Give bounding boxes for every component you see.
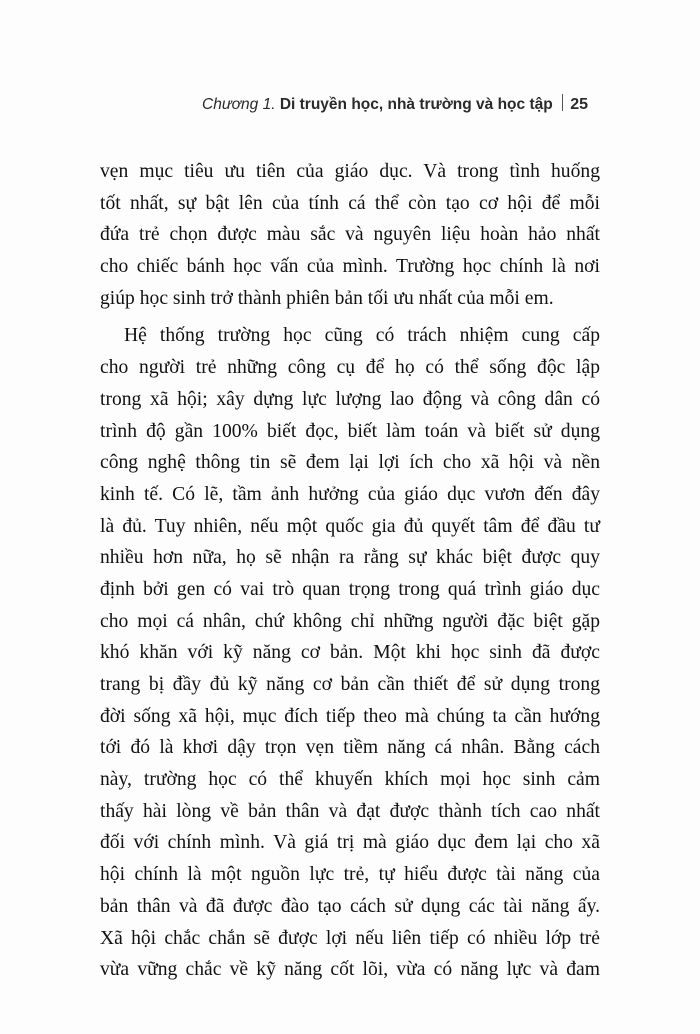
text-line: trong xã hội; xây dựng lực lượng lao động và công dân có [100, 388, 600, 410]
paragraph [100, 156, 600, 314]
text-line: công nghệ thông tin sẽ đem lại lợi ích cho xã hội và nền [100, 452, 600, 474]
text-line: vừa vững chắc về kỹ năng cốt lõi, vừa có năng lực và đam [100, 959, 600, 981]
running-head [202, 94, 588, 115]
text-line: bản thân và đã được đào tạo cách sử dụng các tài năng ấy. [100, 895, 600, 917]
page-number: 25 [570, 96, 588, 113]
text-line: vẹn mục tiêu ưu tiên của giáo dục. Và trong tình huống [100, 161, 600, 182]
text-line: trình độ gần 100% biết đọc, biết làm toán và biết sử dụng [100, 420, 600, 442]
text-line: trang bị đầy đủ kỹ năng cơ bản cần thiết để sử dụng trong [100, 674, 600, 695]
text-line: cho chiếc bánh học vấn của mình. Trường học chính là nơi [100, 256, 600, 278]
text-line: Xã hội chắc chắn sẽ được lợi nếu liên tiếp có nhiều lớp trẻ [100, 927, 600, 949]
text-line: khó khăn với kỹ năng cơ bản. Một khi học sinh đã được [100, 642, 600, 664]
text-line: cho người trẻ những công cụ để họ có thể sống độc lập [100, 357, 600, 379]
text-line: cho mọi cá nhân, chứ không chỉ những người đặc biệt gặp [100, 610, 600, 632]
text-line: đời sống xã hội, mục đích tiếp theo mà chúng ta cần hướng [100, 705, 600, 727]
text-line: đối với chính mình. Và giá trị mà giáo dục đem lại cho xã [100, 832, 600, 854]
chapter-label: Chương 1. [202, 96, 276, 113]
paragraph [100, 320, 600, 985]
chapter-title: Di truyền học, nhà trường và học tập [279, 96, 553, 113]
body-text [100, 156, 600, 986]
text-line: Hệ thống trường học cũng có trách nhiệm cung cấp [124, 325, 600, 347]
text-line: giúp học sinh trở thành phiên bản tối ưu nhất của mỗi em. [100, 287, 554, 309]
text-line: là đủ. Tuy nhiên, nếu một quốc gia đủ quyết tâm để đầu tư [100, 515, 600, 537]
text-line: này, trường học có thể khuyến khích mọi học sinh cảm [100, 769, 600, 791]
text-line: nhiều hơn nữa, họ sẽ nhận ra rằng sự khác biệt được quy [100, 547, 600, 569]
text-line: tới đó là khơi dậy trọn vẹn tiềm năng cá nhân. Bằng cách [100, 737, 600, 759]
text-line: kinh tế. Có lẽ, tầm ảnh hưởng của giáo dục vươn đến đây [100, 483, 600, 505]
text-line: thấy hài lòng về bản thân và đạt được thành tích cao nhất [100, 800, 600, 822]
text-line: định bởi gen có vai trò quan trọng trong quá trình giáo dục [100, 578, 600, 600]
header-divider [562, 94, 564, 111]
text-line: đứa trẻ chọn được màu sắc và nguyên liệu hoàn hảo nhất [100, 224, 600, 246]
text-line: hội chính là một nguồn lực trẻ, tự hiểu được tài năng của [100, 864, 600, 886]
text-line: tốt nhất, sự bật lên của tính cá thể còn tạo cơ hội để mỗi [100, 192, 600, 214]
